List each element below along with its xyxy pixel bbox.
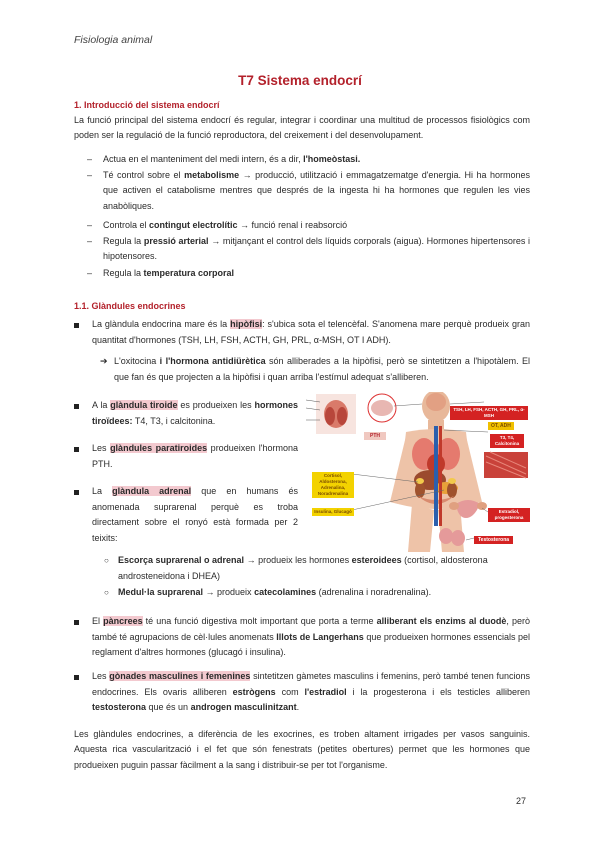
dash-marker: – — [87, 268, 93, 278]
page-title: T7 Sistema endocrí — [238, 73, 362, 88]
bullet-text: A la glàndula tiroide es produeixen les hormones tiroïdees: T4, T3, i calcitonina. — [92, 400, 298, 426]
square-bullet-marker — [74, 404, 79, 409]
bullet-adrenal — [74, 484, 298, 546]
square-bullet-marker — [74, 620, 79, 625]
arrow-subitem — [100, 354, 530, 385]
adrenal-hormones-label: Cortisol, Aldosterona, Adrenalina, Noradrenalina — [312, 472, 354, 498]
subitem-text: Escorça suprarenal o adrenal → produeix les hormones esteroidees (cortisol, aldosterona androsteneidona i DHEA) — [118, 555, 488, 581]
pth-label: PTH — [364, 432, 386, 440]
circle-marker: ○ — [104, 556, 109, 565]
subitem-text: Medul·la suprarenal → produeix catecolamines (adrenalina i noradrenalina). — [118, 587, 432, 597]
bullet-text: El pàncrees té una funció digestiva molt important que porta a terme alliberant els enzims al duodè, però també té agrupacions de cèl·lules anomenats Illots de Langerhans que produeixen hormones essencials pel reglament d'altres hormones (glucagó i insulina). — [92, 616, 530, 657]
dash-marker: – — [87, 220, 93, 230]
list-item — [87, 234, 530, 265]
testis-hormones-label: Testosterona — [474, 536, 513, 544]
pancreas-hormones-label: Insulina, Glucagó — [312, 508, 354, 516]
ot-adh-label: OT, ADH — [488, 422, 514, 430]
bullet-text: La glàndula endocrina mare és la hipòfisi: s'ubica sota el telencèfal. S'anomena mare perquè produeix gran quantitat d'hormones (TSH, LH, FSH, ACTH, GH, PRL, α-MSH, OT I ADH). — [92, 319, 530, 345]
intro-paragraph: La funció principal del sistema endocrí és regular, integrar i coordinar una multitud de processos fisiològics com poden ser la regulació de la funció reproductora, del creixement i del desenvolupament. — [74, 115, 530, 141]
list-item-text: Regula la pressió arterial → mitjançant el control dels líquids corporals (aigua). Hormones hipertensores i hipotensores. — [103, 236, 530, 262]
square-bullet-marker — [74, 323, 79, 328]
dash-marker: – — [87, 236, 93, 246]
bullet-hipofisi — [74, 317, 530, 348]
bullet-text: La glàndula adrenal que en humans és anomenada suprarenal perquè es troba directament sobre el ronyó està formada per 2 teixits: — [92, 486, 298, 543]
circle-marker: ○ — [104, 588, 109, 597]
hipofisi-hormones-label: TSH, LH, FSH, ACTH, GH, PRL, α-MSH — [450, 406, 528, 420]
list-item — [87, 152, 530, 167]
endocrine-glands-figure — [306, 392, 530, 552]
section-title-glandules: 1.1. Glàndules endocrines — [74, 301, 186, 311]
dash-marker: – — [87, 170, 93, 180]
list-item — [87, 266, 530, 281]
list-item-text: Regula la temperatura corporal — [103, 268, 235, 278]
subitem-text: L'oxitocina i l'hormona antidiürètica són alliberades a la hipòfisi, però se sintetitzen a l'hipotàlem. El que fan és que projecten a la hipòfisi i quan arriba l'estímul adequat s'alliberen. — [114, 356, 530, 382]
section-title-introduccio: 1. Introducció del sistema endocrí — [74, 100, 220, 110]
arrow-marker: ➔ — [100, 356, 108, 366]
square-bullet-marker — [74, 447, 79, 452]
page-number: 27 — [516, 796, 527, 806]
bullet-paratiroides — [74, 441, 298, 472]
bullet-text: Les glàndules paratiroides produeixen l'hormona PTH. — [92, 443, 299, 469]
ovary-hormones-label: Estradiol, progesterona — [488, 508, 530, 522]
list-item — [87, 168, 530, 214]
square-bullet-marker — [74, 490, 79, 495]
bullet-gonades — [74, 669, 530, 716]
bullet-pancrees — [74, 614, 530, 661]
thyroid-hormones-label: T3, T4, Calcitonina — [490, 434, 524, 448]
square-bullet-marker — [74, 675, 79, 680]
bullet-tiroide — [74, 398, 298, 429]
list-item-text: Controla el contingut electrolític → funció renal i reabsorció — [103, 220, 348, 230]
dash-marker: – — [87, 154, 93, 164]
bullet-text: Les gònades masculines i femenines sintetitzen gàmetes masculins i femenins, però també tenen funcions endocrines. Els ovaris alliberen estrògens com l'estradiol i la progesterona i els testicles alliberen testosterona que és un androgen masculinitzant. — [92, 671, 530, 712]
list-item — [87, 218, 530, 233]
list-item-text: Actua en el manteniment del medi intern, és a dir, l'homeòstasi. — [103, 154, 361, 164]
circle-subitem — [104, 585, 530, 601]
circle-subitem — [104, 553, 530, 584]
list-item-text: Té control sobre el metabolisme → producció, utilització i emmagatzematge d'energia. Hi ha hormones que activen el catabolisme mentres que després de la ingesta hi ha hormones que regulen les vies anabòliques. — [103, 170, 530, 211]
closing-paragraph: Les glàndules endocrines, a diferència de les exocrines, es troben altament irrigades per vasos sanguinis. Aquesta rica vascularització i el fet que són fenestrats (petites obertures) permet que les hormones que produeixen puguin passar fàcilment a la sang i distribuir-se per tot l'organisme. — [74, 729, 530, 770]
running-header: Fisiologia animal — [74, 34, 153, 46]
